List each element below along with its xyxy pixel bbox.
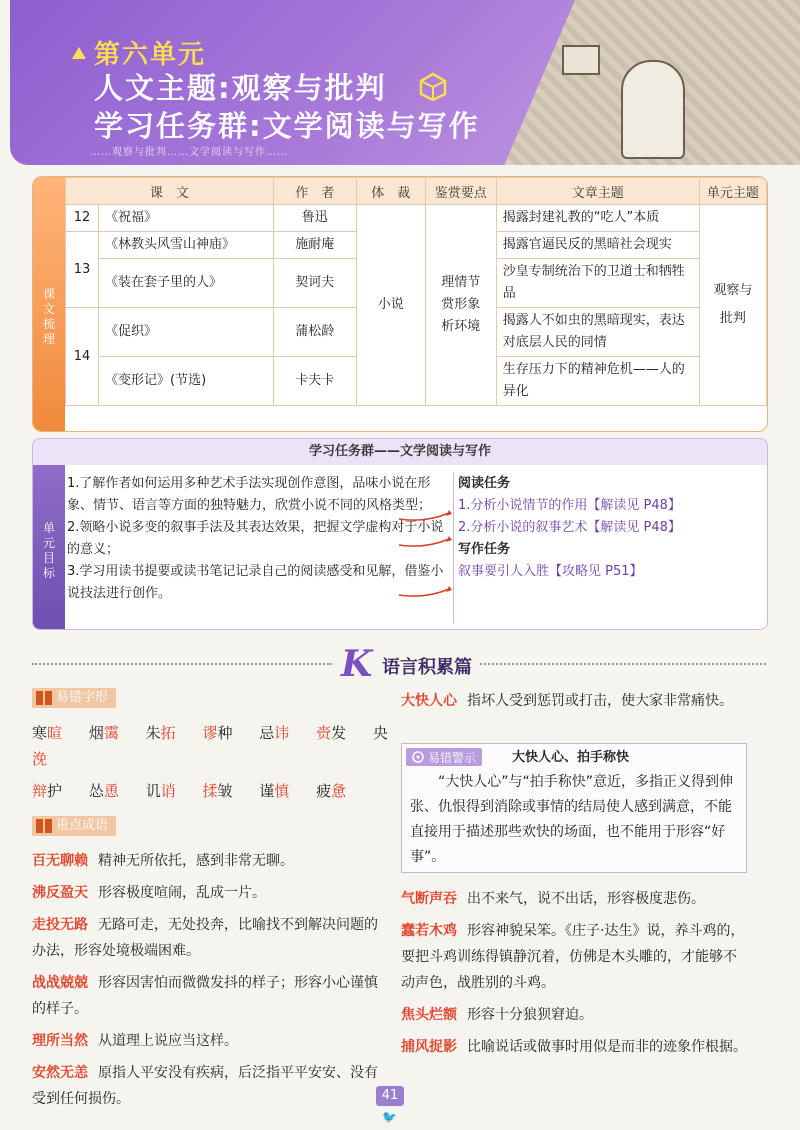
warning-title: 大快人心、拍手称快 bbox=[512, 750, 630, 765]
task-group-title: 学习任务群:文学阅读与写作 bbox=[94, 109, 480, 143]
unit-goals-box bbox=[32, 438, 768, 630]
lesson-author: 契诃夫 bbox=[273, 259, 356, 308]
idiom-tag bbox=[32, 816, 116, 836]
arrow-icon bbox=[397, 509, 453, 523]
writing-task-item[interactable]: 叙事要引人入胜【攻略见 P51】 bbox=[458, 564, 643, 579]
task-list bbox=[453, 473, 768, 623]
unit-title: 第六单元 bbox=[94, 40, 207, 70]
side-char: 单 bbox=[42, 521, 55, 535]
triangle-icon bbox=[72, 47, 86, 59]
unit-theme: 观察与 批判 bbox=[699, 205, 766, 406]
side-char: 标 bbox=[42, 566, 55, 580]
lesson-title: 《促织》 bbox=[99, 308, 274, 357]
col-header: 体 裁 bbox=[356, 178, 425, 205]
lesson-title: 《林教头风雪山神庙》 bbox=[99, 232, 274, 259]
right-column-bottom bbox=[401, 880, 747, 1066]
course-side-label bbox=[33, 177, 65, 431]
arrow-icon bbox=[397, 585, 453, 599]
idiom-entry: 焦头烂额 形容十分狼狈窘迫。 bbox=[401, 1007, 593, 1023]
lesson-title: 《祝福》 bbox=[99, 205, 274, 232]
illustration-sign bbox=[562, 45, 600, 75]
idiom-entry: 蠢若木鸡 形容神貌呆笨。《庄子·达生》说，养斗鸡的，要把斗鸡训练得镇静沉着，仿佛是木头雕的，才能够不动声色，战胜别的斗鸡。 bbox=[401, 923, 745, 991]
side-char: 目 bbox=[42, 551, 55, 565]
idiom-entry: 走投无路 无路可走，无处投奔，比喻找不到解决问题的办法，形容处境极端困难。 bbox=[32, 917, 378, 959]
idiom-entry: 百无聊赖 精神无所依托，感到非常无聊。 bbox=[32, 853, 294, 869]
idiom-entry: 安然无恙 原指人平安没有疾病，后泛指平平安安、没有受到任何损伤。 bbox=[32, 1065, 378, 1107]
lesson-theme: 沙皇专制统治下的卫道士和牺牲品 bbox=[496, 259, 699, 308]
illustration-figure bbox=[621, 60, 685, 159]
lesson-number: 14 bbox=[66, 308, 99, 406]
lesson-number: 13 bbox=[66, 232, 99, 308]
lesson-author: 施耐庵 bbox=[273, 232, 356, 259]
idiom-tag-label: 重点成语 bbox=[56, 818, 109, 833]
side-char: 元 bbox=[42, 536, 55, 550]
unit-banner bbox=[10, 0, 800, 165]
side-char: 文 bbox=[42, 302, 55, 316]
lesson-author: 鲁迅 bbox=[273, 205, 356, 232]
col-header: 鉴赏要点 bbox=[425, 178, 496, 205]
idiom-entry: 沸反盈天 形容极度喧闹，乱成一片。 bbox=[32, 885, 266, 901]
dotted-rule bbox=[480, 663, 766, 668]
col-header: 作 者 bbox=[273, 178, 356, 205]
lesson-author: 卡夫卡 bbox=[273, 357, 356, 406]
alert-icon bbox=[412, 751, 424, 763]
warning-tag bbox=[406, 748, 482, 766]
warning-box bbox=[401, 743, 747, 873]
typo-tag-label: 易错字形 bbox=[56, 690, 109, 705]
lesson-theme: 生存压力下的精神危机——人的异化 bbox=[496, 357, 699, 406]
typo-tag bbox=[32, 688, 116, 708]
col-header: 课 文 bbox=[66, 178, 274, 205]
course-overview bbox=[32, 176, 768, 432]
task-group-heading: 学习任务群——文学阅读与写作 bbox=[33, 439, 767, 465]
page-number: 41 bbox=[376, 1086, 404, 1106]
typo-row: 寒暄 烟霭 朱拓 谬种 忌讳 赍发 央浼 bbox=[32, 724, 388, 768]
reading-task-item[interactable]: 2.分析小说的叙事艺术【解读见 P48】 bbox=[458, 520, 681, 535]
side-char: 课 bbox=[42, 287, 55, 301]
lesson-title: 《装在套子里的人》 bbox=[99, 259, 274, 308]
lesson-author: 蒲松龄 bbox=[273, 308, 356, 357]
genre: 小说 bbox=[356, 205, 425, 406]
goal-item: 3.学习用读书提要或读书笔记记录自己的阅读感受和见解，借鉴小说技法进行创作。 bbox=[67, 564, 444, 601]
lesson-theme: 揭露封建礼教的“吃人”本质 bbox=[496, 205, 699, 232]
k-logo: K bbox=[341, 643, 373, 685]
appreciation-points: 理情节 赏形象 析环境 bbox=[425, 205, 496, 406]
table-header bbox=[66, 178, 767, 205]
goal-item: 2.领略小说多变的叙事手法及其表达效果，把握文学虚构对于小说的意义； bbox=[67, 520, 444, 557]
warning-tag-label: 易错警示 bbox=[428, 750, 477, 765]
idiom-entry: 捕风捉影 比喻说话或做事时用似是而非的迹象作根据。 bbox=[401, 1039, 747, 1055]
right-column-top bbox=[401, 682, 747, 720]
cube-icon bbox=[418, 72, 448, 102]
dotted-rule bbox=[32, 663, 332, 668]
reading-task-heading: 阅读任务 bbox=[458, 476, 511, 491]
goals-side-label bbox=[33, 465, 65, 629]
bird-icon: 🐦 bbox=[382, 1110, 397, 1124]
humanistic-theme: 人文主题:观察与批判 bbox=[94, 71, 387, 105]
lesson-title: 《变形记》(节选) bbox=[99, 357, 274, 406]
banner-subtitle: ……观察与批判……文学阅读与写作…… bbox=[90, 147, 288, 158]
col-header: 文章主题 bbox=[496, 178, 699, 205]
book-icon bbox=[36, 691, 52, 705]
section-title: 语言积累篇 bbox=[382, 657, 472, 678]
idiom-entry: 战战兢兢 形容因害怕而微微发抖的样子；形容小心谨慎的样子。 bbox=[32, 975, 378, 1017]
idiom-entry: 大快人心 指坏人受到惩罚或打击，使大家非常痛快。 bbox=[401, 693, 733, 709]
lesson-theme: 揭露官逼民反的黑暗社会现实 bbox=[496, 232, 699, 259]
idiom-entry: 气断声吞 出不来气，说不出话，形容极度悲伤。 bbox=[401, 891, 705, 907]
left-column bbox=[32, 688, 388, 1118]
course-table bbox=[65, 177, 767, 406]
reading-task-item[interactable]: 1.分析小说情节的作用【解读见 P48】 bbox=[458, 498, 681, 513]
side-char: 梳 bbox=[42, 317, 55, 331]
book-icon bbox=[36, 819, 52, 833]
col-header: 单元主题 bbox=[699, 178, 766, 205]
idiom-entry: 理所当然 从道理上说应当这样。 bbox=[32, 1033, 238, 1049]
lesson-number: 12 bbox=[66, 205, 99, 232]
table-row bbox=[66, 205, 767, 232]
side-char: 理 bbox=[42, 332, 55, 346]
warning-body: “大快人心”与“拍手称快”意近，多指正义得到伸张、仇恨得到消除或事情的结局使人感到满意，不能直接用于描述那些欢快的场面，也不能用于形容“好事”。 bbox=[410, 774, 734, 865]
section-divider bbox=[32, 643, 766, 685]
writing-task-heading: 写作任务 bbox=[458, 542, 511, 557]
goal-item: 1.了解作者如何运用多种艺术手法实现创作意图，品味小说在形象、情节、语言等方面的独特魅力，欣赏小说不同的风格类型； bbox=[67, 476, 432, 513]
arrow-icon bbox=[397, 535, 453, 549]
typo-row: 辩护 怂恿 讥诮 揉皱 谨慎 疲惫 bbox=[32, 782, 347, 800]
lesson-theme: 揭露人不如虫的黑暗现实，表达对底层人民的同情 bbox=[496, 308, 699, 357]
goals-list bbox=[67, 473, 447, 605]
